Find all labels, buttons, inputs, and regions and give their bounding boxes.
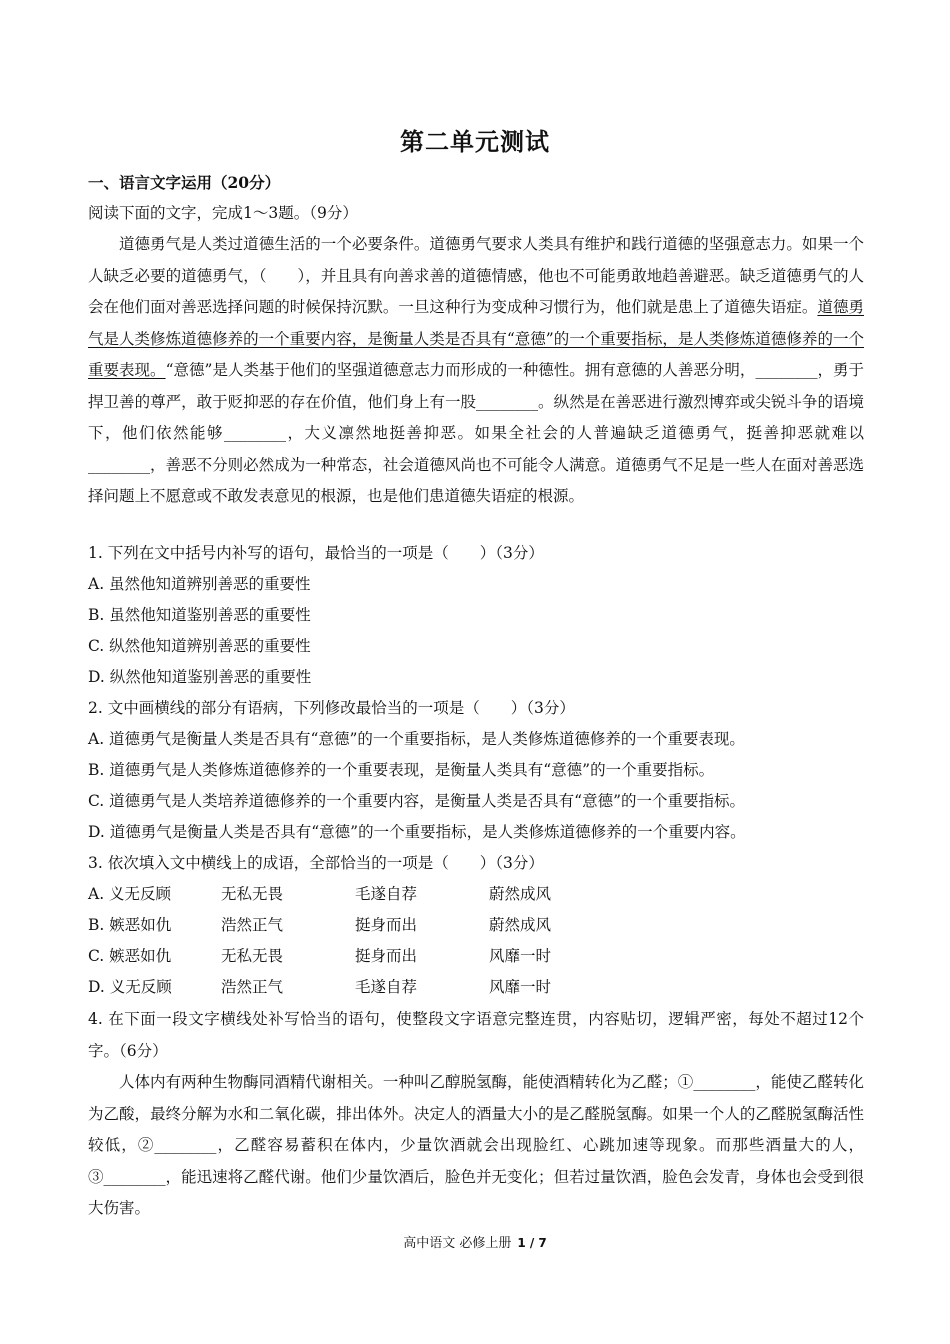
question-4-passage: 人体内有两种生物酶同酒精代谢相关。一种叫乙醇脱氢酶，能使酒精转化为乙醛；①________，能使乙醛转化为乙酸，最终分解为水和二氧化碳，排出体外。决定人的酒量大小的是乙醛脱氢酶。如果一个人的乙醛脱氢酶活性较低，②________，乙醛容易蓄积在体内，少量饮酒就会出现脸红、心跳加速等现象。而那些酒量大的人，③________，能迅速将乙醛代谢。他们少量饮酒后，脸色并无变化；但若过量饮酒，脸色会发青，身体也会受到很大伤害。 xyxy=(88,1073,864,1217)
question-3 xyxy=(88,848,864,1003)
footer-book-label: 高中语文 必修上册 xyxy=(403,1236,512,1251)
option-b-idiom-3: 挺身而出 xyxy=(355,916,418,934)
option-a-idiom-1: A. 义无反顾 xyxy=(88,885,172,903)
option-c-idiom-2: 无私无畏 xyxy=(221,947,284,965)
reading-instruction: 阅读下面的文字，完成1～3题。（9分） xyxy=(88,204,358,222)
option-c-idiom-1: C. 嫉恶如仇 xyxy=(88,947,172,965)
question-4-stem: 4. 在下面一段文字横线处补写恰当的语句，使整段文字语意完整连贯，内容贴切，逻辑严密，每处不超过12个字。（6分） xyxy=(88,1010,864,1060)
option-d-idiom-3: 毛遂自荐 xyxy=(355,978,418,996)
section-heading: 一、语言文字运用（20分） xyxy=(88,173,281,192)
option-a-idiom-4: 蔚然成风 xyxy=(489,885,552,903)
question-stem: 3. 依次填入文中横线上的成语，全部恰当的一项是（ ）（3分） xyxy=(88,854,544,872)
option-b-idiom-1: B. 嫉恶如仇 xyxy=(88,916,172,934)
question-1 xyxy=(88,538,864,693)
option-d-idiom-4: 风靡一时 xyxy=(489,978,552,996)
passage-text-2: “意德”是人类基于他们的坚强道德意志力而形成的一种德性。拥有意德的人善恶分明，________，勇于捍卫善的尊严，敢于贬抑恶的存在价值，他们身上有一股________。纵然是在善恶进行激烈博弈或尖锐斗争的语境下，他们依然能够________，大义凛然地挺善抑恶。如果全社会的人普遍缺乏道德勇气，挺善抑恶就难以________，善恶不分则必然成为一种常态，社会道德风尚也不可能令人满意。道德勇气不足是一些人在面对善恶选择问题上不愿意或不敢发表意见的根源，也是他们患道德失语症的根源。 xyxy=(88,361,864,505)
question-stem: 2. 文中画横线的部分有语病，下列修改最恰当的一项是（ ）（3分） xyxy=(88,699,575,717)
option-b xyxy=(88,910,864,941)
option-c: C. 道德勇气是人类培养道德修养的一个重要内容，是衡量人类是否具有“意德”的一个重要指标。 xyxy=(88,792,746,810)
option-b: B. 道德勇气是人类修炼道德修养的一个重要表现，是衡量人类具有“意德”的一个重要指标。 xyxy=(88,761,715,779)
option-d: D. 纵然他知道鉴别善恶的重要性 xyxy=(88,668,312,686)
option-a-idiom-3: 毛遂自荐 xyxy=(355,885,418,903)
option-a xyxy=(88,879,864,910)
question-stem: 1. 下列在文中括号内补写的语句，最恰当的一项是（ ）（3分） xyxy=(88,544,544,562)
underlined-sentence: 道德勇气是人类修炼道德修养的一个重要内容，是衡量人类是否具有“意德”的一个重要指标，是人类修炼道德修养的一个重要表现。 xyxy=(88,298,864,379)
option-a-idiom-2: 无私无畏 xyxy=(221,885,284,903)
page-footer xyxy=(0,1232,950,1251)
option-c xyxy=(88,941,864,972)
page-title: 第二单元测试 xyxy=(400,127,550,156)
option-b: B. 虽然他知道鉴别善恶的重要性 xyxy=(88,606,311,624)
option-d: D. 道德勇气是衡量人类是否具有“意德”的一个重要指标，是人类修炼道德修养的一个重要内容。 xyxy=(88,823,746,841)
option-c-idiom-3: 挺身而出 xyxy=(355,947,418,965)
reading-passage xyxy=(88,229,864,513)
option-d xyxy=(88,972,864,1003)
option-b-idiom-4: 蔚然成风 xyxy=(489,916,552,934)
option-c-idiom-4: 风靡一时 xyxy=(489,947,552,965)
passage-text-1: 道德勇气是人类过道德生活的一个必要条件。道德勇气要求人类具有维护和践行道德的坚强意志力。如果一个人缺乏必要的道德勇气，（ ），并且具有向善求善的道德情感，他也不可能勇敢地趋善避恶。缺乏道德勇气的人会在他们面对善恶选择问题的时候保持沉默。一旦这种行为变成种习惯行为，他们就是患上了道德失语症。 xyxy=(88,235,864,316)
option-c: C. 纵然他知道辨别善恶的重要性 xyxy=(88,637,311,655)
option-a: A. 虽然他知道辨别善恶的重要性 xyxy=(88,575,311,593)
option-d-idiom-1: D. 义无反顾 xyxy=(88,978,172,996)
section-one xyxy=(88,167,864,229)
page-number: 1 / 7 xyxy=(517,1236,547,1250)
option-b-idiom-2: 浩然正气 xyxy=(221,916,284,934)
option-a: A. 道德勇气是衡量人类是否具有“意德”的一个重要指标，是人类修炼道德修养的一个重要表现。 xyxy=(88,730,745,748)
option-d-idiom-2: 浩然正气 xyxy=(221,978,284,996)
question-2 xyxy=(88,693,864,848)
